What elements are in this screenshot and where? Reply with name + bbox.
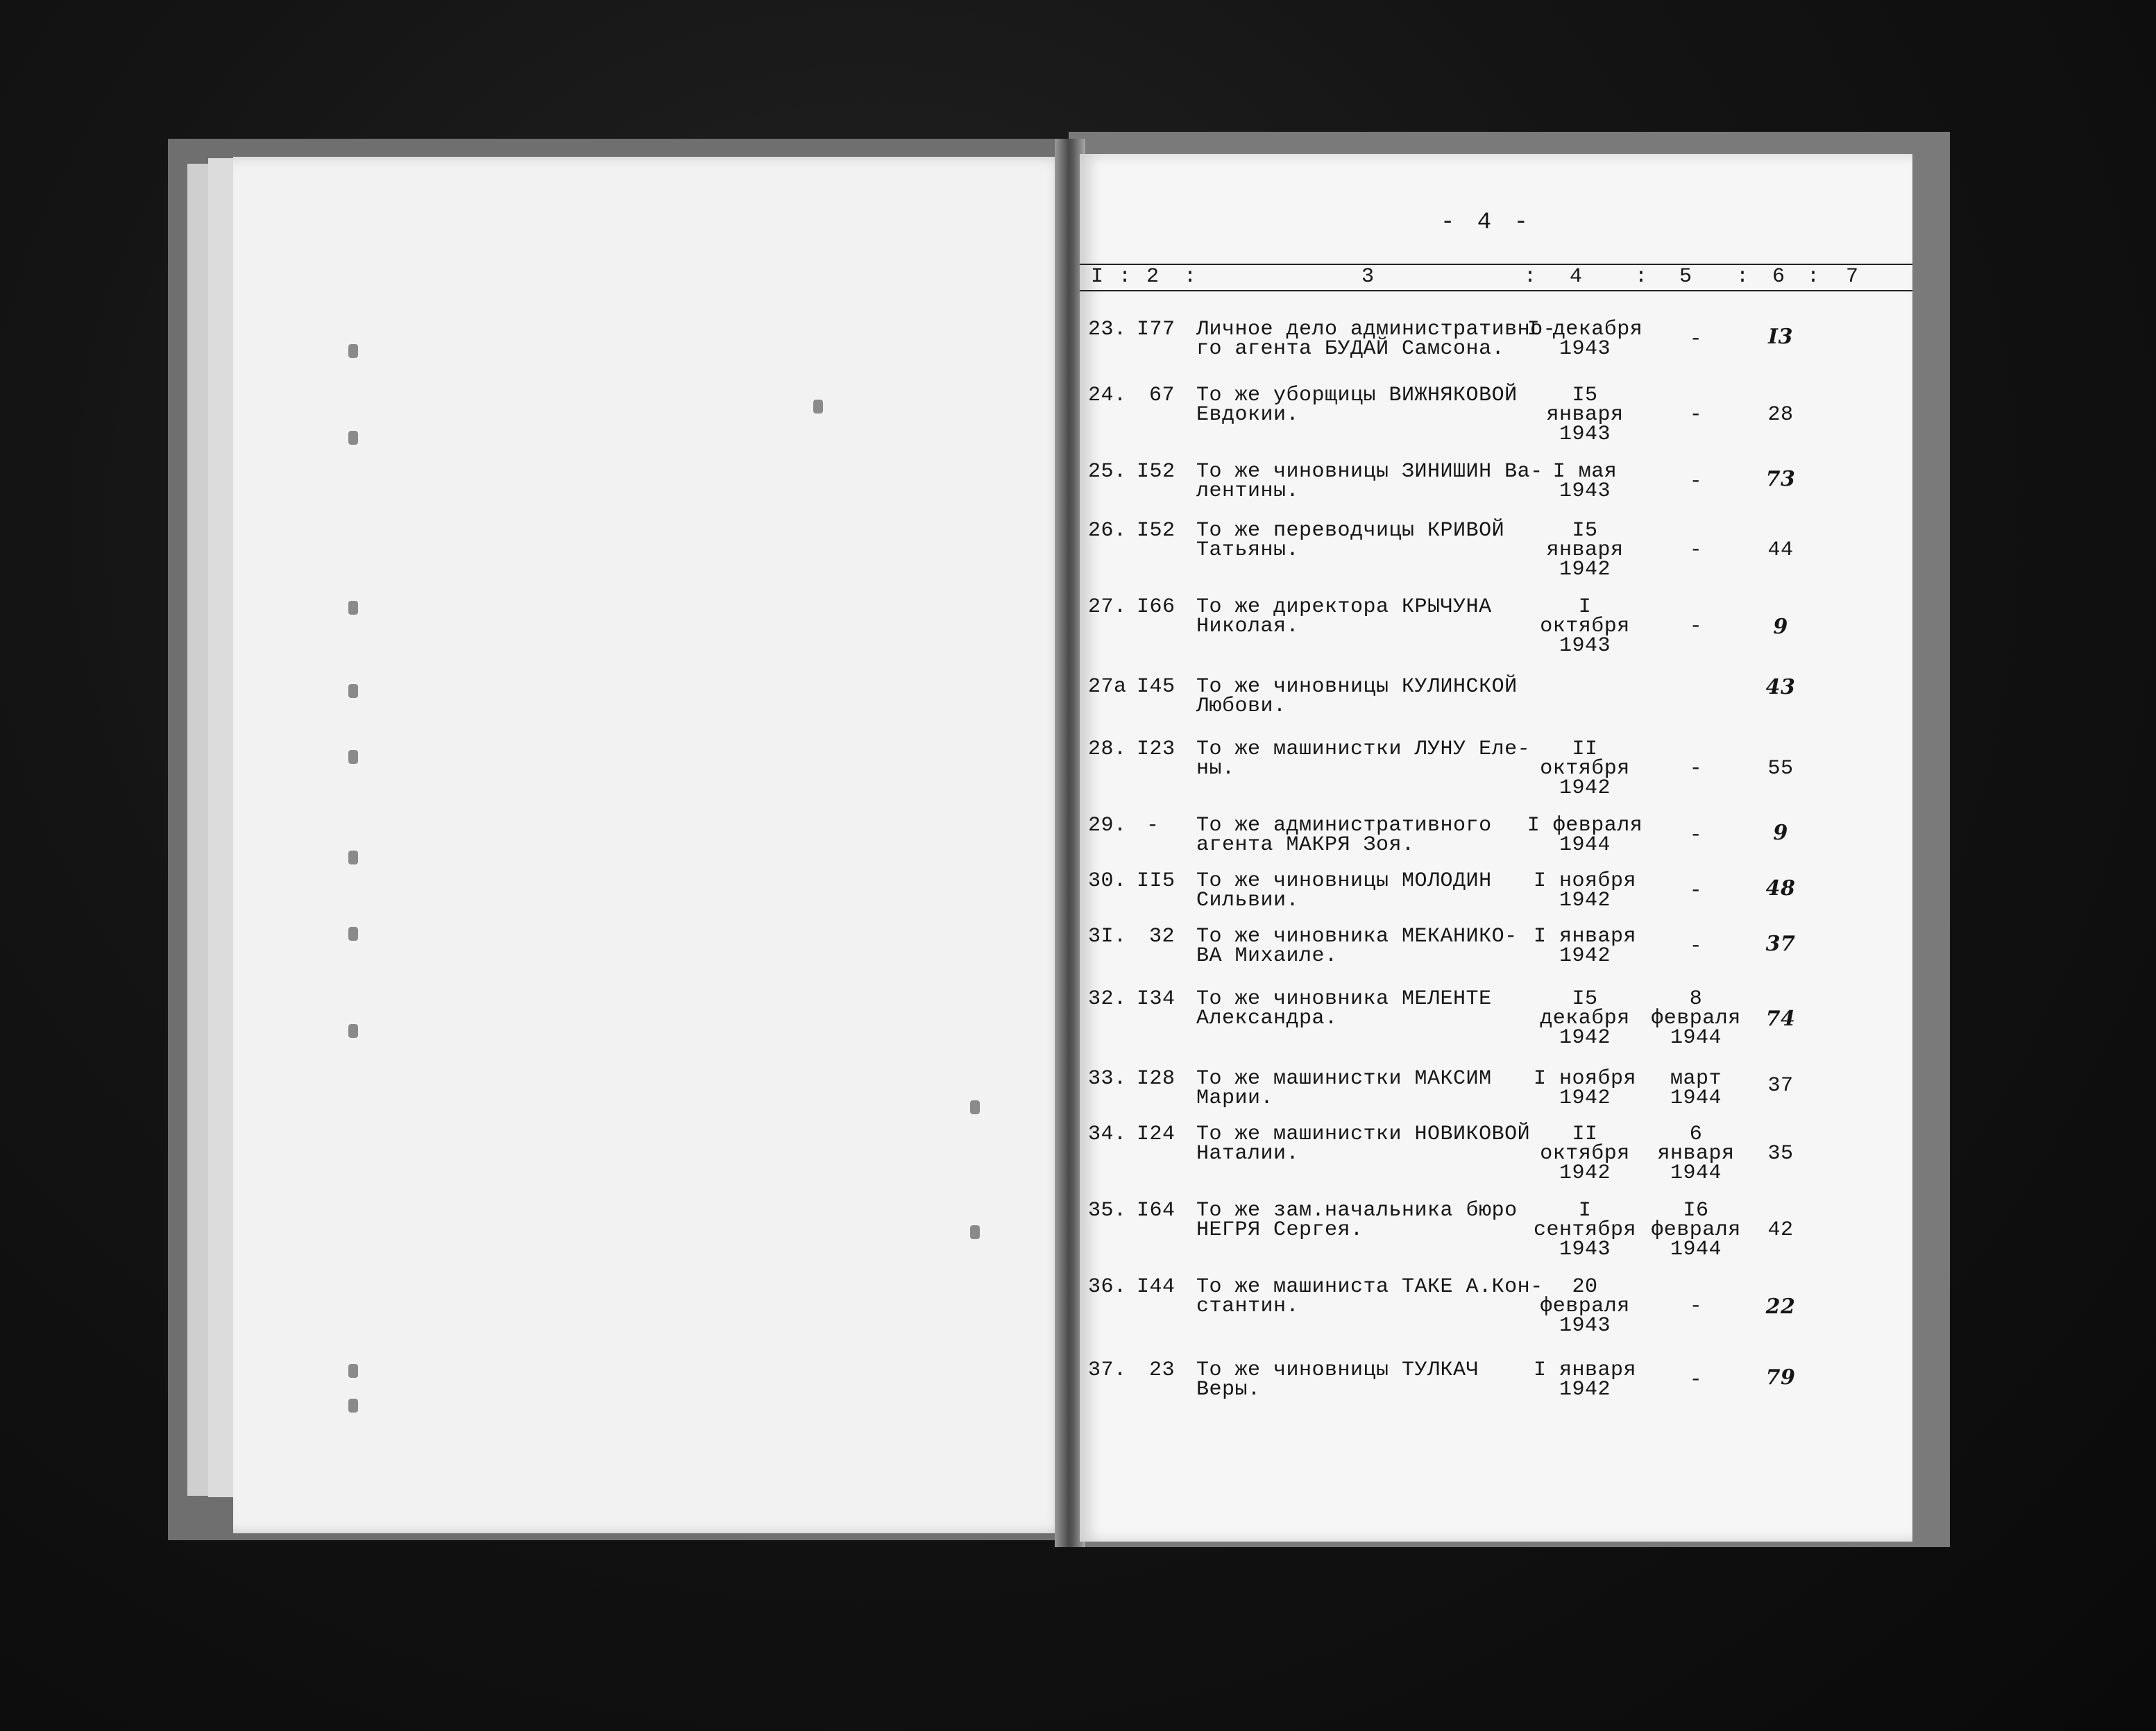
end-date-line: 1944	[1670, 1026, 1722, 1050]
record-title-line: То же чиновницы ТУЛКАЧ	[1196, 1358, 1479, 1382]
column-header: 3	[1361, 265, 1375, 289]
end-date-line: -	[1689, 403, 1703, 427]
bleed-mark	[348, 750, 358, 764]
end-date-line: -	[1689, 538, 1703, 562]
start-date-line: I	[1578, 1199, 1592, 1222]
start-date-line: января	[1546, 538, 1624, 562]
end-date-line: -	[1689, 470, 1703, 493]
record-title-line: Любови.	[1196, 694, 1287, 718]
record-title-line: НЕГРЯ Сергея.	[1196, 1218, 1364, 1242]
file-number: I66	[1137, 595, 1175, 619]
start-date-line: февраля	[1540, 1295, 1630, 1318]
row-number: 37.	[1088, 1358, 1127, 1382]
record-title-line: То же чиновника МЕЛЕНТЕ	[1196, 987, 1492, 1011]
start-date-line: октября	[1540, 757, 1630, 781]
start-date-line: 1943	[1559, 423, 1611, 446]
record-title-line: То же чиновницы КУЛИНСКОЙ	[1196, 675, 1518, 699]
file-number: 67	[1149, 384, 1175, 407]
sheet-count: 43	[1765, 675, 1796, 699]
start-date-line: 1943	[1559, 634, 1611, 658]
start-date-line: I ноября	[1533, 869, 1637, 893]
file-number: I23	[1137, 737, 1175, 761]
end-date-line: -	[1689, 879, 1703, 903]
start-date-line: 1942	[1559, 1378, 1611, 1401]
start-date-line: 1943	[1559, 1314, 1611, 1338]
start-date-line: I5	[1572, 384, 1598, 407]
start-date-line: 20	[1572, 1275, 1598, 1299]
row-number: 28.	[1088, 737, 1127, 761]
column-separator: :	[1184, 265, 1197, 289]
record-title-line: То же переводчицы КРИВОЙ	[1196, 519, 1505, 543]
end-date-line: 1944	[1670, 1161, 1722, 1185]
end-date-line: 8	[1689, 987, 1703, 1011]
record-title-line: Марии.	[1196, 1086, 1274, 1110]
sheet-count: 35	[1767, 1142, 1794, 1166]
start-date-line: 1943	[1559, 337, 1611, 361]
row-number: 29.	[1088, 814, 1127, 837]
start-date-line: 1943	[1559, 1238, 1611, 1261]
record-title-line: Наталии.	[1196, 1142, 1300, 1166]
start-date-line: I мая	[1552, 460, 1618, 484]
record-title-line: ВА Михаиле.	[1196, 944, 1338, 968]
file-number: II5	[1137, 869, 1175, 893]
file-number: I44	[1137, 1275, 1175, 1299]
record-title-line: То же уборщицы ВИЖНЯКОВОЙ	[1196, 384, 1518, 407]
column-header: I	[1091, 265, 1104, 289]
bleed-mark	[348, 927, 358, 941]
end-date-line: -	[1689, 824, 1703, 847]
bleed-mark	[348, 1399, 358, 1413]
record-title-line: То же машиниста ТАКЕ А.Кон-	[1196, 1275, 1543, 1299]
column-header: 5	[1679, 265, 1692, 289]
bleed-mark	[348, 1024, 358, 1038]
end-date-line: февраля	[1651, 1007, 1741, 1030]
column-separator: :	[1524, 265, 1537, 289]
file-number: I24	[1137, 1123, 1175, 1146]
file-number: I52	[1137, 519, 1175, 543]
sheet-count: 9	[1773, 821, 1788, 845]
column-separator: :	[1635, 265, 1648, 289]
sheet-count: 28	[1767, 403, 1794, 427]
column-header: 4	[1570, 265, 1583, 289]
record-title-line: Татьяны.	[1196, 538, 1300, 562]
column-header: 6	[1772, 265, 1785, 289]
record-title-line: го агента БУДАЙ Самсона.	[1196, 337, 1505, 361]
record-title-line: То же машинистки МАКСИМ	[1196, 1067, 1492, 1091]
column-header: 7	[1846, 265, 1859, 289]
start-date-line: II	[1572, 737, 1598, 761]
row-number: 27а	[1088, 675, 1127, 699]
column-separator: :	[1119, 265, 1132, 289]
sheet-count: 37	[1767, 1074, 1794, 1098]
end-date-line: -	[1689, 935, 1703, 958]
end-date-line: -	[1689, 327, 1703, 351]
start-date-line: сентября	[1533, 1218, 1637, 1242]
start-date-line: I	[1578, 595, 1592, 619]
record-title-line: То же административного	[1196, 814, 1492, 837]
start-date-line: октября	[1540, 1142, 1630, 1166]
sheet-count: 79	[1765, 1365, 1796, 1390]
column-separator: :	[1736, 265, 1749, 289]
end-date-line: 1944	[1670, 1086, 1722, 1110]
start-date-line: октября	[1540, 615, 1630, 638]
bleed-mark	[348, 601, 358, 615]
start-date-line: 1942	[1559, 889, 1611, 912]
record-title-line: Веры.	[1196, 1378, 1261, 1401]
start-date-line: I января	[1533, 925, 1637, 948]
start-date-line: I февраля	[1527, 814, 1643, 837]
record-title-line: Личное дело административно-	[1196, 318, 1556, 341]
row-number: 35.	[1088, 1199, 1127, 1222]
bleed-mark	[970, 1100, 980, 1114]
record-title-line: стантин.	[1196, 1295, 1300, 1318]
column-header: 2	[1146, 265, 1160, 289]
end-date-line: 6	[1689, 1123, 1703, 1146]
file-number: I64	[1137, 1199, 1175, 1222]
sheet-count: 22	[1765, 1295, 1796, 1319]
sheet-count: 48	[1765, 876, 1796, 901]
start-date-line: 1942	[1559, 1161, 1611, 1185]
record-title-line: агента МАКРЯ Зоя.	[1196, 833, 1415, 857]
file-number: I77	[1137, 318, 1175, 341]
file-number: I34	[1137, 987, 1175, 1011]
bleed-mark	[348, 1364, 358, 1378]
record-title-line: То же чиновника МЕКАНИКО-	[1196, 925, 1518, 948]
end-date-line: января	[1657, 1142, 1735, 1166]
file-number: I45	[1137, 675, 1175, 699]
file-number: 32	[1149, 925, 1175, 948]
start-date-line: I5	[1572, 519, 1598, 543]
record-title-line: Евдокии.	[1196, 403, 1300, 427]
record-title-line: То же машинистки ЛУНУ Еле-	[1196, 737, 1531, 761]
row-number: 27.	[1088, 595, 1127, 619]
file-number: I52	[1137, 460, 1175, 484]
start-date-line: 1942	[1559, 558, 1611, 581]
start-date-line: декабря	[1540, 1007, 1630, 1030]
record-title-line: Сильвии.	[1196, 889, 1300, 912]
record-title-line: То же зам.начальника бюро	[1196, 1199, 1518, 1222]
left-page-showthrough	[233, 157, 1066, 1533]
start-date-line: 1942	[1559, 776, 1611, 800]
row-number: 26.	[1088, 519, 1127, 543]
row-number: 30.	[1088, 869, 1127, 893]
end-date-line: -	[1689, 757, 1703, 781]
record-title-line: Николая.	[1196, 615, 1300, 638]
row-number: 36.	[1088, 1275, 1127, 1299]
sheet-count: 44	[1767, 538, 1794, 562]
end-date-line: 1944	[1670, 1238, 1722, 1261]
record-title-line: Александра.	[1196, 1007, 1338, 1030]
bleed-mark	[348, 851, 358, 864]
row-number: 33.	[1088, 1067, 1127, 1091]
start-date-line: 1942	[1559, 1086, 1611, 1110]
start-date-line: 1944	[1559, 833, 1611, 857]
sheet-count: 74	[1765, 1007, 1796, 1031]
file-number: -	[1146, 814, 1160, 837]
page-number: - 4 -	[1441, 210, 1533, 236]
start-date-line: 1942	[1559, 1026, 1611, 1050]
header-rule-top	[1080, 264, 1912, 265]
start-date-line: I ноября	[1533, 1067, 1637, 1091]
bleed-mark	[348, 431, 358, 445]
file-number: I28	[1137, 1067, 1175, 1091]
start-date-line: I5	[1572, 987, 1598, 1011]
start-date-line: января	[1546, 403, 1624, 427]
header-rule-bottom	[1080, 290, 1912, 291]
row-number: 3I.	[1088, 925, 1127, 948]
sheet-count: 42	[1767, 1218, 1794, 1242]
sheet-count: 37	[1765, 932, 1796, 956]
row-number: 25.	[1088, 460, 1127, 484]
row-number: 24.	[1088, 384, 1127, 407]
start-date-line: I января	[1533, 1358, 1637, 1382]
record-title-line: То же чиновницы ЗИНИШИН Ва-	[1196, 460, 1543, 484]
record-title-line: То же чиновницы МОЛОДИН	[1196, 869, 1492, 893]
end-date-line: I6	[1683, 1199, 1709, 1222]
bleed-mark	[348, 684, 358, 698]
end-date-line: -	[1689, 1368, 1703, 1392]
record-title-line: То же директора КРЫЧУНА	[1196, 595, 1492, 619]
start-date-line: I декабря	[1527, 318, 1643, 341]
start-date-line: 1943	[1559, 479, 1611, 503]
record-title-line: лентины.	[1196, 479, 1300, 503]
record-title-line: То же машинистки НОВИКОВОЙ	[1196, 1123, 1531, 1146]
bleed-mark	[348, 344, 358, 358]
ledger-page	[1080, 154, 1912, 1542]
start-date-line: II	[1572, 1123, 1598, 1146]
sheet-count: 55	[1767, 757, 1794, 781]
bleed-mark	[813, 400, 823, 413]
sheet-count: I3	[1768, 325, 1793, 349]
file-number: 23	[1149, 1358, 1175, 1382]
column-separator: :	[1807, 265, 1820, 289]
start-date-line: 1942	[1559, 944, 1611, 968]
end-date-line: -	[1689, 1295, 1703, 1318]
bleed-mark	[970, 1225, 980, 1239]
row-number: 23.	[1088, 318, 1127, 341]
record-title-line: ны.	[1196, 757, 1235, 781]
sheet-count: 73	[1765, 467, 1796, 491]
sheet-count: 9	[1773, 615, 1788, 639]
end-date-line: март	[1670, 1067, 1722, 1091]
row-number: 32.	[1088, 987, 1127, 1011]
end-date-line: -	[1689, 615, 1703, 638]
end-date-line: февраля	[1651, 1218, 1741, 1242]
row-number: 34.	[1088, 1123, 1127, 1146]
